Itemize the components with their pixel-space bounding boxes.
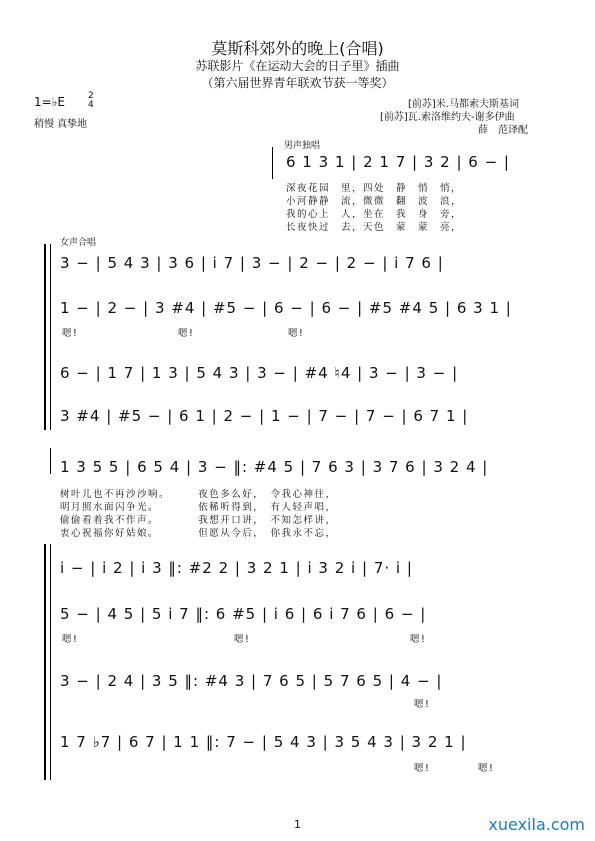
system2-lyric-3: 偷偷看着我不作声。 我想开口讲， 不知怎样讲， bbox=[60, 515, 337, 526]
solo-lyric-4: 长夜快过 去，天色 蒙 蒙 亮， bbox=[286, 222, 463, 233]
system1-row-3: 6 − | 1 7 | 1 3 | 5 4 3 | 3 − | #4 ♮4 | 3 − | 3 − | bbox=[60, 364, 459, 382]
system2-hum-b: 嗯! bbox=[414, 699, 431, 710]
solo-lyric-2: 小河静静 流，微微 翻 波 浪， bbox=[286, 196, 463, 207]
male-solo-label: 男声独唱 bbox=[284, 141, 321, 151]
lyricist-credit: [前苏]米.马都索夫斯基词 bbox=[408, 99, 519, 110]
system2-row-2: 5 − | 4 5 | 5 i 7 ‖: 6 #5 | i 6 | 6 i 7 6 | 6 − | bbox=[60, 605, 427, 623]
system2-lyric-2: 明月照水面闪争光。 依稀听得到， 有人轻声唱， bbox=[60, 502, 337, 513]
system2-brace bbox=[44, 544, 46, 780]
time-signature: 2 4 bbox=[88, 91, 94, 110]
system1-row-1: 3 − | 5 4 3 | 3 6 | i 7 | 3 − | 2 − | 2 − | i 7 6 | bbox=[60, 254, 444, 272]
watermark: xuexila.com bbox=[488, 815, 585, 834]
system2-hum-a2: 嗯! bbox=[234, 634, 251, 645]
composer-credit: [前苏]瓦.索洛维约夫-谢多伊曲 bbox=[380, 112, 515, 123]
system2-row-1: i − | i 2 | i 3 ‖: #2 2 | 3 2 1 | i 3 2 i | 7· i | bbox=[60, 559, 413, 577]
system1-barline bbox=[50, 244, 51, 430]
system2-melody-barline bbox=[50, 448, 51, 474]
system2-hum-c2: 嗯! bbox=[478, 763, 495, 774]
system1-hum-2: 嗯! bbox=[178, 328, 195, 339]
song-title: 莫斯科郊外的晚上(合唱) bbox=[211, 39, 384, 58]
tempo-marking: 稍慢 真挚地 bbox=[34, 119, 88, 130]
system2-row-3: 3 − | 2 4 | 3 5 ‖: #4 3 | 7 6 5 | 5 7 6 5 | 4 − | bbox=[60, 672, 443, 690]
translator-credit: 薛 范译配 bbox=[478, 125, 528, 136]
page-number: 1 bbox=[294, 818, 301, 831]
solo-lyric-1: 深夜花园 里，四处 静 悄 悄， bbox=[286, 183, 463, 194]
system1-row-4: 3 #4 | #5 − | 6 1 | 2 − | 1 − | 7 − | 7 − | 6 7 1 | bbox=[60, 407, 469, 425]
system2-lyric-4: 衷心祝福你好姑娘。 但愿从今后， 你我永不忘， bbox=[60, 528, 337, 539]
system2-hum-c1: 嗯! bbox=[414, 763, 431, 774]
system2-hum-a1: 嗯! bbox=[62, 634, 79, 645]
key-signature: 1=♭E bbox=[34, 95, 65, 109]
system1-row-2: 1 − | 2 − | 3 #4 | #5 − | 6 − | 6 − | #5 #4 5 | 6 3 1 | bbox=[60, 299, 512, 317]
system1-hum-1: 嗯! bbox=[62, 328, 79, 339]
solo-lyric-3: 我的心上 人，坐在 我 身 旁， bbox=[286, 209, 463, 220]
system2-lyric-1: 树叶儿也不再沙沙响。 夜色多么好， 令我心神往， bbox=[60, 489, 337, 500]
solo-notes: 6 1 3 1 | 2 1 7 | 3 2 | 6 − | bbox=[286, 153, 510, 171]
system2-barline bbox=[50, 544, 51, 780]
system2-melody: 1 3 5 5 | 6 5 4 | 3 − ‖: #4 5 | 7 6 3 | 3 7 6 | 3 2 4 | bbox=[60, 458, 489, 476]
female-chorus-label: 女声合唱 bbox=[60, 238, 97, 248]
award-note: （第六届世界青年联欢节获一等奖） bbox=[201, 76, 394, 90]
system1-hum-3: 嗯! bbox=[288, 328, 305, 339]
system1-brace bbox=[44, 244, 46, 430]
solo-barline-start bbox=[272, 147, 273, 179]
song-subtitle: 苏联影片《在运动大会的日子里》插曲 bbox=[195, 59, 400, 73]
system2-row-4: 1 7 ♭7 | 6 7 | 1 1 ‖: 7 − | 5 4 3 | 3 5 4 3 | 3 2 1 | bbox=[60, 733, 467, 751]
system2-hum-a3: 嗯! bbox=[410, 634, 427, 645]
